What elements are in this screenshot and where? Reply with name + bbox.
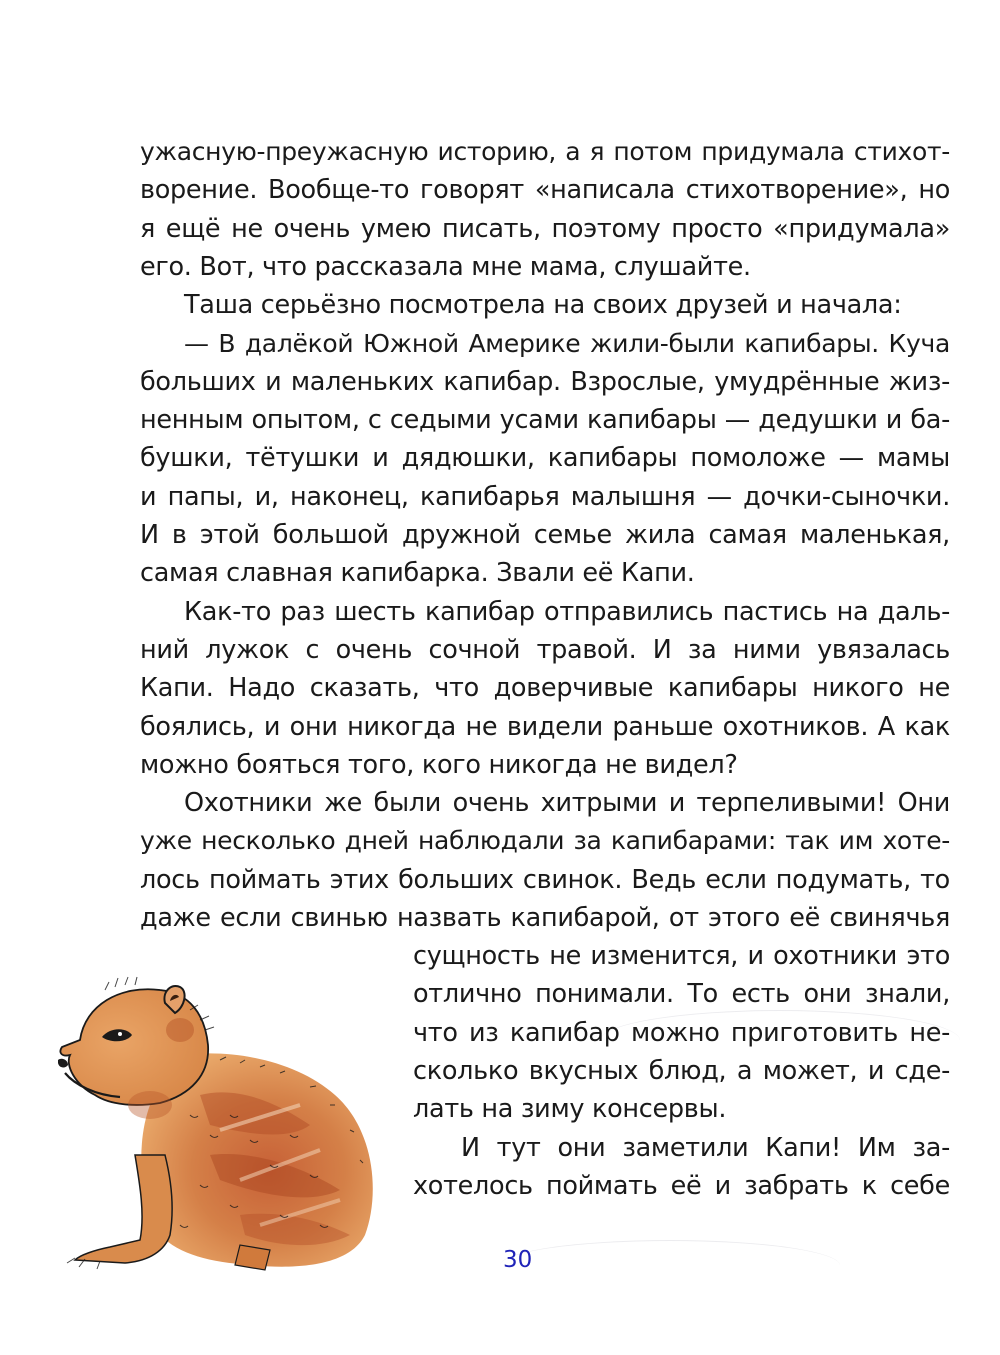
text-line: ворение. Вообще-то говорят «написала стихотворение», но xyxy=(140,175,950,206)
text-line: что из капибар можно приготовить не- xyxy=(413,1017,950,1048)
text-line: ний лужок с очень сочной травой. И за ними увязалась xyxy=(140,634,950,665)
page-number: 30 xyxy=(503,1247,533,1273)
text-line: Капи. Надо сказать, что доверчивые капибары никого не xyxy=(140,673,950,704)
text-line: его. Вот, что рассказала мне мама, слушайте. xyxy=(140,251,751,282)
text-line: И тут они заметили Капи! Им за- xyxy=(461,1132,950,1163)
paper-texture-line xyxy=(500,1240,840,1291)
text-line: Охотники же были очень хитрыми и терпеливыми! Они xyxy=(184,788,950,819)
text-line: уже несколько дней наблюдали за капибарами: так им хоте- xyxy=(140,826,950,856)
text-line: боялись, и они никогда не видели раньше охотников. А как xyxy=(140,711,950,742)
text-line: И в этой большой дружной семье жила самая маленькая, xyxy=(140,520,950,550)
text-line: отлично понимали. То есть они знали, xyxy=(413,979,950,1010)
text-line: больших и маленьких капибар. Взрослые, умудрённые жиз- xyxy=(140,366,950,397)
text-line: самая славная капибарка. Звали её Капи. xyxy=(140,558,695,589)
text-line: ужасную-преужасную историю, а я потом придумала стихот- xyxy=(140,137,950,166)
text-line: хотелось поймать её и забрать к себе xyxy=(413,1170,950,1201)
text-line: — В далёкой Южной Америке жили-были капибары. Куча xyxy=(184,328,950,358)
text-line: я ещё не очень умею писать, поэтому просто «придумала» xyxy=(140,213,950,244)
text-line: лать на зиму консервы. xyxy=(413,1094,727,1125)
text-line: сущность не изменится, и охотники это xyxy=(413,941,950,971)
text-line: Как-то раз шесть капибар отправились пастись на даль- xyxy=(184,596,950,627)
text-line: бушки, тётушки и дядюшки, капибары помоложе — мамы xyxy=(140,443,950,474)
text-line: даже если свинью назвать капибарой, от этого её свинячья xyxy=(140,903,950,933)
text-line: Таша серьёзно посмотрела на своих друзей и начала: xyxy=(184,290,902,321)
text-line: сколько вкусных блюд, а может, и сде- xyxy=(413,1055,950,1086)
text-line: можно бояться того, кого никогда не видел? xyxy=(140,749,738,780)
text-line: ненным опытом, с седыми усами капибары — дедушки и ба- xyxy=(140,405,950,436)
text-line: и папы, и, наконец, капибарья малышня — дочки-сыночки. xyxy=(140,481,950,512)
capybara-illustration xyxy=(40,965,420,1280)
text-line: лось поймать этих больших свинок. Ведь если подумать, то xyxy=(140,864,950,895)
